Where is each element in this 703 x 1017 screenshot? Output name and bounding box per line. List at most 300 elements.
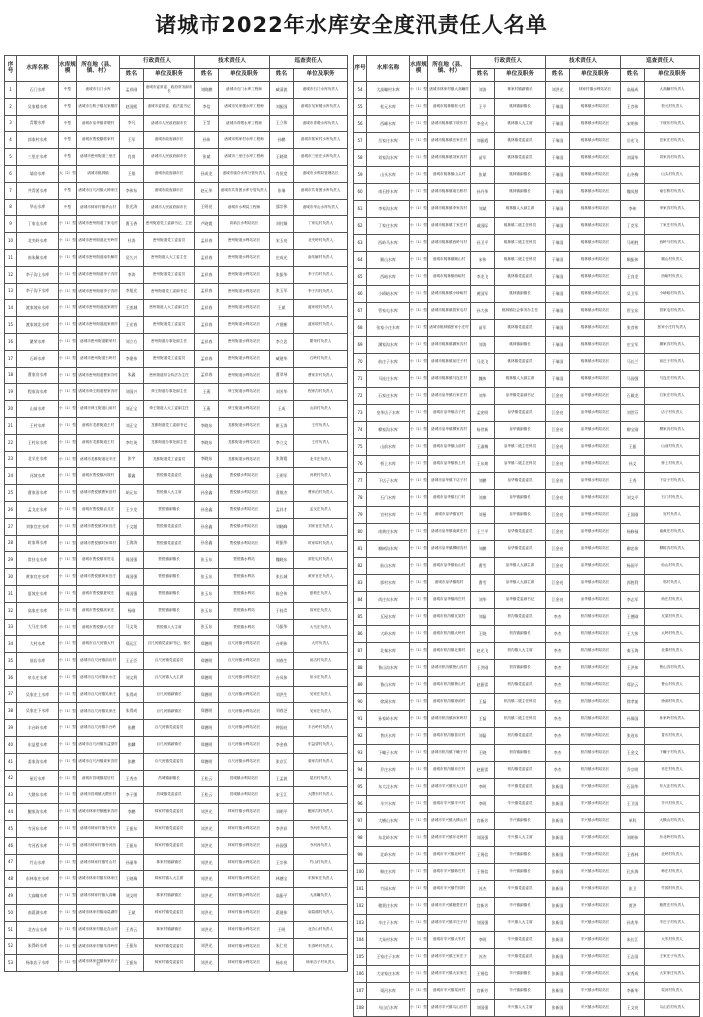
row-number-cell: 8 [5, 199, 17, 216]
reservoir-name-cell: 前庄子水库 [367, 354, 410, 371]
tech-unit-cell: 诸城市水利局工程师 [219, 199, 270, 216]
row-number-cell: 37 [5, 686, 17, 703]
row-number-cell: 101 [354, 881, 367, 898]
table-row [5, 686, 348, 703]
patrol-name-cell: 刘春芝 [270, 703, 294, 720]
tech-name-cell: 张新国 [546, 830, 570, 847]
scale-cell: 小（1）型 [410, 150, 428, 167]
admin-name-cell: 王翔 [120, 165, 144, 182]
location-cell: 诸城市密州街道三里庄 [77, 149, 120, 166]
location-cell: 诸城市贾悦镇大马庄 [77, 619, 120, 636]
patrol-unit-cell: 管家屯村负责人 [645, 303, 700, 320]
admin-unit-cell: 枳沟镇副镇长 [495, 660, 546, 677]
table-row [354, 354, 700, 371]
admin-name-cell: 刘鹏 [471, 541, 495, 558]
tech-name-cell: 孟祥春 [195, 317, 219, 334]
admin-unit-cell: 密州街道党工委委员 [144, 266, 195, 283]
header-tech: 技术责任人 [195, 56, 270, 69]
tech-unit-cell: 百尺河镇水利站站长 [219, 653, 270, 670]
patrol-unit-cell: 王村负责人 [294, 434, 348, 451]
admin-unit-cell: 贾悦镇人大主席 [144, 485, 195, 502]
location-cell: 诸城市舜王街道程家沟村 [77, 384, 120, 401]
reservoir-name-cell: 北杏山水库 [17, 921, 59, 938]
scale-cell: 小（1）型 [410, 456, 428, 473]
row-number-cell: 83 [354, 575, 367, 592]
tech-name-cell: 于瑞国 [546, 320, 570, 337]
admin-name-cell: 王振东 [120, 955, 144, 972]
tech-name-cell: 刘洪光 [195, 871, 219, 888]
row-number-cell: 12 [5, 266, 17, 283]
table-row [354, 779, 700, 796]
patrol-name-cell: 时振华 [270, 535, 294, 552]
reservoir-name-cell: 管家屯水库 [367, 303, 410, 320]
location-cell: 诸城市桃林镇张家小庄村 [428, 320, 471, 337]
reservoir-name-cell: 河坡水库 [17, 468, 59, 485]
admin-unit-cell: 皇华镇二级主任科员 [495, 439, 546, 456]
tech-name-cell: 孙金鑫 [195, 485, 219, 502]
scale-cell: 小（1）型 [410, 541, 428, 558]
admin-unit-cell: 林家村镇党委委员 [144, 837, 195, 854]
tech-name-cell: 郑德明 [195, 686, 219, 703]
tech-unit-cell: 百尺河镇水利站站长 [219, 753, 270, 770]
admin-name-cell: 刘鹏 [471, 473, 495, 490]
patrol-unit-cell: 大村负责人 [294, 636, 348, 653]
patrol-name-cell: 王明军 [270, 468, 294, 485]
scale-cell: 小（1）型 [59, 233, 77, 250]
location-cell: 诸城市桃林镇西峪村 [428, 269, 471, 286]
table-row [5, 921, 348, 938]
location-cell: 诸城市辛兴镇粮贾庄村 [428, 898, 471, 915]
tech-unit-cell: 辛兴镇水利站站长 [570, 779, 621, 796]
admin-unit-cell: 百尺河镇党委委员 [144, 753, 195, 770]
row-number-cell: 99 [354, 847, 367, 864]
reservoir-name-cell: 寺河西水库 [17, 837, 59, 854]
roster-table-left [4, 55, 348, 972]
tech-unit-cell: 辛兴镇水利站站长 [570, 949, 621, 966]
table-row [354, 728, 700, 745]
table-row [5, 233, 348, 250]
reservoir-name-cell: 大高疃村水库 [367, 82, 410, 99]
patrol-unit-cell: 东大洼村负责人 [645, 779, 700, 796]
admin-unit-cell: 密州街道综合执法办主任 [144, 367, 195, 384]
header-admin-name: 姓名 [120, 69, 144, 82]
tech-name-cell: 江金亮 [546, 388, 570, 405]
header-no: 序号 [5, 56, 17, 82]
scale-cell: 小（1）型 [59, 770, 77, 787]
admin-name-cell: 王斌 [120, 905, 144, 922]
admin-unit-cell: 皇华镇副镇长 [495, 507, 546, 524]
tech-unit-cell: 辛兴镇水利站站长 [570, 966, 621, 983]
patrol-name-cell: 卢建彬 [270, 317, 294, 334]
reservoir-name-cell: 南朱解水库 [17, 249, 59, 266]
row-number-cell: 76 [354, 456, 367, 473]
scale-cell: 小（1）型 [59, 636, 77, 653]
table-row [5, 787, 348, 804]
admin-name-cell: 张光涛 [120, 199, 144, 216]
admin-name-cell: 苏杰 [471, 949, 495, 966]
location-cell: 诸城市百尺河镇姜家沟村 [77, 753, 120, 770]
patrol-unit-cell: 小峤峪村负责人 [645, 286, 700, 303]
reservoir-name-cell: 朱得岭水库 [17, 938, 59, 955]
admin-unit-cell: 辛兴镇党委委员 [495, 949, 546, 966]
admin-name-cell: 王淑梅 [471, 439, 495, 456]
admin-name-cell: 刘正宝 [120, 417, 144, 434]
patrol-unit-cell: 李子沟村负责人 [294, 283, 348, 300]
scale-cell: 小（1）型 [410, 337, 428, 354]
admin-unit-cell: 诸城市委常委、政法委书记 [144, 98, 195, 115]
tech-unit-cell: 枳沟镇水利站站长 [570, 677, 621, 694]
tech-name-cell: 于瑞国 [546, 303, 570, 320]
table-row [354, 626, 700, 643]
reservoir-name-cell: 吴家楼水库 [17, 98, 59, 115]
table-row [5, 653, 348, 670]
row-number-cell: 5 [5, 149, 17, 166]
patrol-unit-cell: 张家小庄村负责人 [645, 320, 700, 337]
location-cell: 诸城市林家村镇东林家庄 [77, 871, 120, 888]
reservoir-name-cell: 黄家官庄水库 [17, 569, 59, 586]
row-number-cell: 72 [354, 388, 367, 405]
patrol-name-cell: 张长城 [270, 569, 294, 586]
patrol-name-cell: 朱长江 [621, 932, 645, 949]
admin-name-cell: 马文英 [120, 619, 144, 636]
scale-cell: 小（1）型 [410, 762, 428, 779]
patrol-name-cell: 马明胜 [621, 235, 645, 252]
patrol-name-cell: 王文亮 [621, 1000, 645, 1017]
tech-unit-cell: 枳沟镇水利站站长 [570, 694, 621, 711]
row-number-cell: 38 [5, 703, 17, 720]
location-cell: 诸城市枳沟镇鲁山沟村 [428, 660, 471, 677]
admin-unit-cell: 林家村镇副镇长 [144, 921, 195, 938]
table-row [5, 149, 348, 166]
header-scale: 水库规模 [59, 56, 77, 82]
patrol-unit-cell: 瓦屋村负责人 [645, 609, 700, 626]
row-number-cell: 51 [5, 921, 17, 938]
table-row [5, 485, 348, 502]
row-number-cell: 85 [354, 609, 367, 626]
row-number-cell: 53 [5, 955, 17, 972]
tech-unit-cell: 舜王街道水利站站长 [219, 384, 270, 401]
admin-unit-cell: 桃林镇人大主席 [495, 116, 546, 133]
tech-unit-cell: 辛兴镇水利站站长 [570, 932, 621, 949]
location-cell: 诸城市龙都街道北辛庄 [77, 451, 120, 468]
admin-unit-cell: 皇华镇党委委员 [495, 405, 546, 422]
tech-name-cell: 孙金鑫 [195, 468, 219, 485]
tech-unit-cell: 辛兴镇水利站站长 [570, 898, 621, 915]
location-cell: 诸城市辛兴镇王家庄子 [428, 949, 471, 966]
tech-unit-cell: 密州街道水利站站长 [219, 300, 270, 317]
patrol-unit-cell: 官村负责人 [645, 507, 700, 524]
tech-unit-cell: 林家村镇水利站站长 [219, 905, 270, 922]
patrol-name-cell: 王彦伟 [621, 99, 645, 116]
scale-cell: 中型 [59, 98, 77, 115]
tech-unit-cell: 桃林镇水利站站长 [570, 167, 621, 184]
patrol-name-cell: 王志国 [621, 949, 645, 966]
tech-name-cell: 刘洪光 [195, 837, 219, 854]
patrol-name-cell: 李志军 [621, 592, 645, 609]
admin-unit-cell: 百尺河镇人大主席 [144, 669, 195, 686]
admin-name-cell: 李明 [471, 796, 495, 813]
patrol-name-cell: 刘付顺 [270, 216, 294, 233]
location-cell: 诸城市辛兴镇大横山村 [428, 813, 471, 830]
scale-cell: 小（1）型 [410, 728, 428, 745]
row-number-cell: 45 [5, 821, 17, 838]
admin-unit-cell: 桃林镇党委委员 [495, 150, 546, 167]
scale-cell: 小（1）型 [59, 669, 77, 686]
reservoir-name-cell: 山前水库 [17, 401, 59, 418]
location-cell: 诸城市林家村镇寺河东 [77, 821, 120, 838]
admin-name-cell: 刘磊 [471, 728, 495, 745]
admin-unit-cell: 百尺河镇副镇长 [144, 703, 195, 720]
patrol-name-cell: 杨东亮 [270, 955, 294, 972]
header-admin: 行政责任人 [471, 56, 546, 69]
location-cell: 诸城市百尺河镇泉水庄 [77, 669, 120, 686]
patrol-unit-cell: 石门村负责人 [645, 490, 700, 507]
patrol-name-cell: 刘明伟 [621, 830, 645, 847]
admin-unit-cell: 林家村镇党委委员 [144, 804, 195, 821]
patrol-name-cell: 肖恒宽 [270, 165, 294, 182]
patrol-name-cell: 刘洪生 [270, 686, 294, 703]
tech-unit-cell: 贾悦镇水利站站长 [219, 468, 270, 485]
location-cell: 诸城市石门水库 [77, 82, 120, 99]
header-location: 所在地（县、镇、村） [77, 56, 120, 82]
row-number-cell: 103 [354, 915, 367, 932]
patrol-unit-cell: 渡家坡村负责人 [294, 317, 348, 334]
admin-unit-cell: 百尺河镇副镇长 [144, 737, 195, 754]
patrol-unit-cell: 大高疃村负责人 [645, 82, 700, 99]
tech-unit-cell: 桃林镇水利站站长 [570, 150, 621, 167]
tech-name-cell: 于瑞国 [546, 99, 570, 116]
table-row [354, 898, 700, 915]
tech-unit-cell: 密州街道水利站站长 [219, 266, 270, 283]
tech-name-cell: 卢晓霞 [195, 216, 219, 233]
reservoir-name-cell: 曹家夼水库 [17, 367, 59, 384]
tech-name-cell: 江金亮 [546, 490, 570, 507]
patrol-unit-cell: 乌山后村负责人 [645, 1000, 700, 1017]
tech-name-cell: 孟祥春 [195, 333, 219, 350]
row-number-cell: 9 [5, 216, 17, 233]
table-row [5, 619, 348, 636]
tech-unit-cell: 林家村镇水利站站长 [219, 821, 270, 838]
tech-name-cell: 张玉东 [195, 552, 219, 569]
table-row [354, 660, 700, 677]
location-cell: 诸城市密州街道渡家坡村 [77, 300, 120, 317]
row-number-cell: 100 [354, 864, 367, 881]
scale-cell: 小（1）型 [410, 915, 428, 932]
tech-name-cell: 郑德明 [195, 669, 219, 686]
tech-name-cell: 江金亮 [546, 575, 570, 592]
patrol-name-cell: 孟祥才 [270, 501, 294, 518]
row-number-cell: 27 [5, 518, 17, 535]
tech-name-cell: 刘洪光 [195, 804, 219, 821]
tech-unit-cell: 枳沟镇水利站站长 [570, 626, 621, 643]
row-number-cell: 42 [5, 770, 17, 787]
tech-name-cell: 孙金鑫 [195, 518, 219, 535]
tech-unit-cell: 辛兴镇水利站站长 [570, 915, 621, 932]
tech-unit-cell: 贾悦镇水利站 [219, 569, 270, 586]
patrol-unit-cell: 前店村负责人 [294, 653, 348, 670]
patrol-unit-cell: 丁家庄村负责人 [645, 218, 700, 235]
patrol-name-cell: 李立忠 [270, 333, 294, 350]
admin-name-cell: 赵振雷 [471, 762, 495, 779]
admin-unit-cell: 桃林镇人大副主席 [495, 201, 546, 218]
admin-name-cell: 赵国熙 [120, 98, 144, 115]
location-cell: 诸城市密州街道石岭村 [77, 350, 120, 367]
table-row [354, 745, 700, 762]
patrol-unit-cell: 西峪村负责人 [645, 269, 700, 286]
tech-unit-cell: 密州街道水利站站长 [219, 367, 270, 384]
table-row [5, 501, 348, 518]
table-row [5, 367, 348, 384]
admin-unit-cell: 枳沟镇党委委员 [495, 762, 546, 779]
reservoir-name-cell: 郭村水库 [367, 575, 410, 592]
scale-cell: 中型 [59, 82, 77, 99]
table-row [5, 703, 348, 720]
row-number-cell: 69 [354, 337, 367, 354]
admin-unit-cell: 贾悦镇副镇长 [144, 501, 195, 518]
scale-cell: 小（1）型 [410, 371, 428, 388]
admin-unit-cell: 林家村镇党委委员 [144, 821, 195, 838]
reservoir-name-cell: 东北岭水库 [367, 830, 410, 847]
admin-unit-cell: 桃林镇副镇长 [495, 167, 546, 184]
reservoir-name-cell: 大马庄水库 [17, 619, 59, 636]
location-cell: 诸城市皇华镇尚庄村 [428, 592, 471, 609]
tech-unit-cell: 诸城市墙夼水库分管负责人 [219, 165, 270, 182]
location-cell: 诸城市枳沟镇大岭村 [428, 626, 471, 643]
row-number-cell: 62 [354, 218, 367, 235]
tech-name-cell: 孟祥春 [195, 249, 219, 266]
admin-name-cell: 周国强 [120, 569, 144, 586]
patrol-unit-cell: 前庄子村负责人 [645, 354, 700, 371]
row-number-cell: 30 [5, 569, 17, 586]
tech-unit-cell: 百尺河镇水利站站长 [219, 737, 270, 754]
location-cell: 诸城市林家村镇寺河西 [77, 837, 120, 854]
table-row [354, 303, 700, 320]
admin-name-cell: 王振东 [120, 821, 144, 838]
reservoir-name-cell: 辛庄子水库 [367, 915, 410, 932]
admin-unit-cell: 枳沟镇二级主任科员 [495, 711, 546, 728]
admin-name-cell: 宫新芳 [471, 898, 495, 915]
admin-unit-cell: 龙都街道党工委委员 [144, 451, 195, 468]
tech-name-cell: 江金亮 [546, 541, 570, 558]
location-cell: 诸城市桃林镇管家屯村 [428, 303, 471, 320]
tech-name-cell: 张新国 [546, 796, 570, 813]
tech-name-cell: 于瑞国 [546, 252, 570, 269]
patrol-name-cell: 徐孝前 [621, 694, 645, 711]
tech-unit-cell: 百尺河镇水利站站长 [219, 686, 270, 703]
patrol-unit-cell: 寺河西负责人 [294, 837, 348, 854]
row-number-cell: 33 [5, 619, 17, 636]
reservoir-name-cell: 李子沟上水库 [17, 266, 59, 283]
table-row [354, 422, 700, 439]
location-cell: 诸城市辛兴镇辛庄子村 [428, 915, 471, 932]
tech-unit-cell: 林家村镇水利站站长 [219, 888, 270, 905]
row-number-cell: 41 [5, 753, 17, 770]
admin-name-cell: 王磊 [471, 694, 495, 711]
admin-unit-cell: 诸城市政府副市长 [144, 132, 195, 149]
location-cell: 诸城市枳沟镇乔庄村 [428, 762, 471, 779]
scale-cell: 小（1）型 [410, 643, 428, 660]
scale-cell: 小（1）型 [410, 813, 428, 830]
table-row [354, 218, 700, 235]
patrol-name-cell: 孙保国 [621, 711, 645, 728]
admin-name-cell: 刘立方 [120, 333, 144, 350]
tech-unit-cell: 桃林镇水利站站长 [570, 286, 621, 303]
patrol-unit-cell: 杨家店子村负责人 [294, 955, 348, 972]
tech-unit-cell: 密州街道水利站站长 [219, 317, 270, 334]
tech-unit-cell: 桃林镇水利站站长 [570, 184, 621, 201]
admin-unit-cell: 辛兴镇副镇长 [495, 813, 546, 830]
reservoir-name-cell: 山头水库 [367, 167, 410, 184]
reservoir-name-cell: 仙山水库 [367, 558, 410, 575]
tech-name-cell: 李杰 [546, 677, 570, 694]
tech-unit-cell: 龙都街道水利站站长 [219, 434, 270, 451]
admin-name-cell: 刘华 [471, 592, 495, 609]
row-number-cell: 43 [5, 787, 17, 804]
tech-name-cell: 刘洪光 [195, 955, 219, 972]
location-cell: 诸城市林家村镇南葛湖村 [77, 905, 120, 922]
patrol-unit-cell: 泉水庄负责人 [294, 669, 348, 686]
admin-unit-cell: 林家村镇党委委员 [144, 938, 195, 955]
scale-cell: 中型 [59, 182, 77, 199]
tech-unit-cell: 贾悦镇水利站 [219, 585, 270, 602]
scale-cell: 小（1）型 [59, 787, 77, 804]
table-row [354, 456, 700, 473]
reservoir-name-cell: 三里庄水库 [17, 149, 59, 166]
admin-unit-cell: 辛兴镇党委委员 [495, 881, 546, 898]
tech-name-cell: 于瑞国 [546, 133, 570, 150]
row-number-cell: 10 [5, 233, 17, 250]
tech-name-cell: 郑德明 [195, 653, 219, 670]
admin-name-cell: 王兰平 [471, 524, 495, 541]
location-cell: 诸城市桃林镇马连庄村 [428, 371, 471, 388]
scale-cell: 小（1）型 [59, 585, 77, 602]
admin-unit-cell: 贾悦镇副镇长 [144, 602, 195, 619]
patrol-unit-cell: 大马庄负责人 [294, 619, 348, 636]
admin-name-cell: 刘国强 [471, 830, 495, 847]
tech-name-cell: 王明亮 [195, 199, 219, 216]
location-cell: 诸城市昌城镇大隈东村 [77, 787, 120, 804]
reservoir-name-cell: 徐洞水库 [367, 694, 410, 711]
patrol-unit-cell: 曹家泊村负责人 [294, 485, 348, 502]
patrol-name-cell: 秦玉海 [621, 643, 645, 660]
row-number-cell: 63 [354, 235, 367, 252]
patrol-name-cell: 张彦伟 [621, 320, 645, 337]
admin-name-cell: 刘文明 [120, 888, 144, 905]
patrol-name-cell: 王明 [270, 921, 294, 938]
scale-cell: 小（1）型 [410, 439, 428, 456]
patrol-name-cell: 石国华 [621, 779, 645, 796]
tech-name-cell: 江金亮 [546, 439, 570, 456]
location-cell: 诸城市枳沟镇徐洞村 [428, 694, 471, 711]
patrol-unit-cell: 岳家庄村负责人 [645, 133, 700, 150]
reservoir-name-cell: 乔庄水库 [367, 762, 410, 779]
tech-unit-cell: 皇华镇水利站站长 [570, 405, 621, 422]
patrol-name-cell: 马国强 [621, 371, 645, 388]
reservoir-name-cell: 岳家庄水库 [367, 133, 410, 150]
patrol-unit-cell: 刘家沟村负责人 [645, 150, 700, 167]
location-cell: 诸城市皇华镇石门村 [428, 490, 471, 507]
table-row [5, 468, 348, 485]
admin-unit-cell: 皇华镇二级主任科员 [495, 456, 546, 473]
patrol-name-cell: 魏凤照 [621, 184, 645, 201]
scale-cell: 小（1）型 [59, 619, 77, 636]
admin-name-cell: 曹雪 [471, 575, 495, 592]
reservoir-name-cell: 高家庄水库 [17, 602, 59, 619]
row-number-cell: 58 [354, 150, 367, 167]
reservoir-name-cell: 大村水库 [17, 636, 59, 653]
row-number-cell: 11 [5, 249, 17, 266]
table-row [354, 864, 700, 881]
